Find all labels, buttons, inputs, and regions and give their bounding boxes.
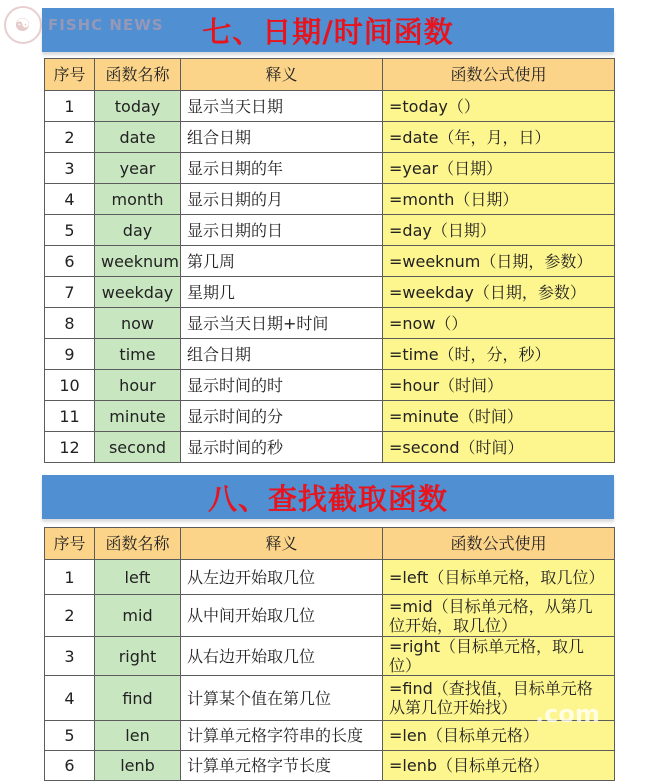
header-description: 释义 xyxy=(181,528,383,560)
table-header-row xyxy=(45,528,615,560)
table-row xyxy=(45,676,615,721)
row-number: 4 xyxy=(45,184,95,215)
row-number: 9 xyxy=(45,339,95,370)
row-number: 6 xyxy=(45,246,95,277)
row-number: 7 xyxy=(45,277,95,308)
function-name: left xyxy=(95,560,181,595)
table-row xyxy=(45,721,615,751)
table-row xyxy=(45,751,615,781)
table-row xyxy=(45,153,615,184)
table-row xyxy=(45,308,615,339)
section-title: 七、日期/时间函数 xyxy=(202,14,454,49)
row-number: 1 xyxy=(45,91,95,122)
function-description: 计算单元格字节长度 xyxy=(181,751,383,781)
row-number: 1 xyxy=(45,560,95,595)
table-header-row xyxy=(45,59,615,91)
formula-usage: =second（时间） xyxy=(383,432,615,463)
function-description: 显示当天日期 xyxy=(181,91,383,122)
function-name: find xyxy=(95,676,181,721)
formula-usage: =find（查找值，目标单元格从第几位开始找） xyxy=(383,676,615,721)
row-number: 8 xyxy=(45,308,95,339)
table-row xyxy=(45,91,615,122)
section-banner-lookup xyxy=(42,475,614,519)
row-number: 3 xyxy=(45,637,95,676)
function-name: minute xyxy=(95,401,181,432)
table-row xyxy=(45,215,615,246)
row-number: 6 xyxy=(45,751,95,781)
section-title: 八、查找截取函数 xyxy=(207,481,448,516)
function-name: now xyxy=(95,308,181,339)
table-row xyxy=(45,277,615,308)
function-description: 显示日期的日 xyxy=(181,215,383,246)
function-name: len xyxy=(95,721,181,751)
row-number: 10 xyxy=(45,370,95,401)
formula-usage: =now（） xyxy=(383,308,615,339)
formula-usage: =mid（目标单元格，从第几位开始，取几位） xyxy=(383,595,615,637)
row-number: 2 xyxy=(45,122,95,153)
function-name: today xyxy=(95,91,181,122)
function-name: lenb xyxy=(95,751,181,781)
function-name: month xyxy=(95,184,181,215)
formula-usage: =minute（时间） xyxy=(383,401,615,432)
formula-usage: =day（日期） xyxy=(383,215,615,246)
row-number: 4 xyxy=(45,676,95,721)
formula-usage: =hour（时间） xyxy=(383,370,615,401)
formula-usage: =weeknum（日期，参数） xyxy=(383,246,615,277)
function-description: 显示时间的分 xyxy=(181,401,383,432)
function-name: second xyxy=(95,432,181,463)
row-number: 2 xyxy=(45,595,95,637)
table-row xyxy=(45,637,615,676)
header-function-name: 函数名称 xyxy=(95,528,181,560)
function-description: 显示时间的秒 xyxy=(181,432,383,463)
function-name: right xyxy=(95,637,181,676)
formula-usage: =date（年，月，日） xyxy=(383,122,615,153)
table-row xyxy=(45,595,615,637)
table-row xyxy=(45,432,615,463)
function-description: 从左边开始取几位 xyxy=(181,560,383,595)
formula-usage: =weekday（日期，参数） xyxy=(383,277,615,308)
function-description: 计算某个值在第几位 xyxy=(181,676,383,721)
function-name: weeknum xyxy=(95,246,181,277)
function-description: 显示当天日期+时间 xyxy=(181,308,383,339)
formula-usage: =right（目标单元格，取几位） xyxy=(383,637,615,676)
function-description: 显示时间的时 xyxy=(181,370,383,401)
seal-icon: ☯ xyxy=(4,6,42,44)
function-description: 组合日期 xyxy=(181,339,383,370)
formula-usage: =lenb（目标单元格） xyxy=(383,751,615,781)
function-name: time xyxy=(95,339,181,370)
function-description: 组合日期 xyxy=(181,122,383,153)
function-name: date xyxy=(95,122,181,153)
function-description: 第几周 xyxy=(181,246,383,277)
datetime-functions-table xyxy=(44,58,615,463)
table-row xyxy=(45,401,615,432)
lookup-functions-table xyxy=(44,527,615,781)
corner-watermark: .com xyxy=(535,700,600,728)
row-number: 5 xyxy=(45,215,95,246)
header-number: 序号 xyxy=(45,59,95,91)
function-name: year xyxy=(95,153,181,184)
function-description: 显示日期的年 xyxy=(181,153,383,184)
header-formula-usage: 函数公式使用 xyxy=(383,528,615,560)
formula-usage: =month（日期） xyxy=(383,184,615,215)
header-formula-usage: 函数公式使用 xyxy=(383,59,615,91)
formula-usage: =left（目标单元格，取几位） xyxy=(383,560,615,595)
function-name: day xyxy=(95,215,181,246)
header-function-name: 函数名称 xyxy=(95,59,181,91)
function-name: mid xyxy=(95,595,181,637)
table-row xyxy=(45,246,615,277)
function-description: 星期几 xyxy=(181,277,383,308)
function-description: 显示日期的月 xyxy=(181,184,383,215)
table-row xyxy=(45,339,615,370)
function-name: hour xyxy=(95,370,181,401)
table-row xyxy=(45,184,615,215)
row-number: 3 xyxy=(45,153,95,184)
row-number: 12 xyxy=(45,432,95,463)
formula-usage: =len（目标单元格） xyxy=(383,721,615,751)
function-description: 计算单元格字符串的长度 xyxy=(181,721,383,751)
function-name: weekday xyxy=(95,277,181,308)
formula-usage: =year（日期） xyxy=(383,153,615,184)
row-number: 11 xyxy=(45,401,95,432)
function-description: 从右边开始取几位 xyxy=(181,637,383,676)
formula-usage: =time（时，分，秒） xyxy=(383,339,615,370)
watermark-text: FISHC NEWS xyxy=(48,16,164,34)
watermark-logo xyxy=(4,6,164,44)
row-number: 5 xyxy=(45,721,95,751)
formula-usage: =today（） xyxy=(383,91,615,122)
table-row xyxy=(45,122,615,153)
function-description: 从中间开始取几位 xyxy=(181,595,383,637)
header-description: 释义 xyxy=(181,59,383,91)
table-row xyxy=(45,370,615,401)
table-row xyxy=(45,560,615,595)
header-number: 序号 xyxy=(45,528,95,560)
